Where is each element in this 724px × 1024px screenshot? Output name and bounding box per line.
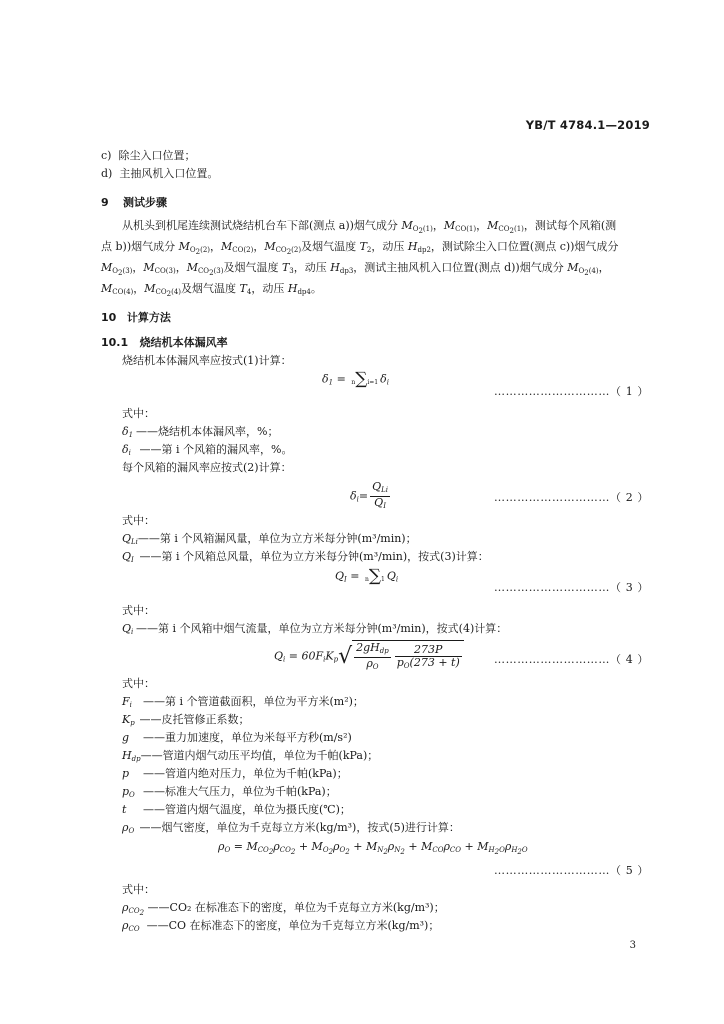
section-number: 9 xyxy=(101,196,109,209)
var-qi: $Q_I$ ——第 i 个风箱总风量，单位为立方米每分钟(m³/min)，按式(3)计算： xyxy=(122,550,489,564)
where-label: 式中： xyxy=(122,407,155,420)
section-9-line-2: 点 b))烟气成分 $M_{O_2(2)}$，$M_{CO(2)}$，$M_{CO_2(2)}$及烟气温度 $T_2$，动压 $H_{dp2}$，测试除尘入口位置(测点 c))烟气成分 xyxy=(101,240,619,256)
var-t: t ——管道内烟气温度，单位为摄氏度(℃)； xyxy=(122,803,351,816)
text-run: 及烟气温度 xyxy=(223,261,282,274)
var-desc: ——第 i 个风箱的漏风率，%。 xyxy=(139,443,293,456)
list-item-c xyxy=(101,149,195,163)
text-run: ，测试每个风箱(测 xyxy=(523,219,617,232)
var-qi2: $Q_i$ ——第 i 个风箱中烟气流量，单位为立方米每分钟(m³/min)，按式(4)计算： xyxy=(122,622,508,636)
section-number: 10.1 xyxy=(101,336,129,349)
section-9-heading xyxy=(101,196,167,210)
where-label: 式中： xyxy=(122,514,155,527)
section-title: 测试步骤 xyxy=(123,196,167,209)
equation-4: $Q_i = 60F_iK_p√$ $\frac{2gH_{dp}}{\rho_O}$ $\frac{273P}{p_O(273 + t)}$ xyxy=(274,640,464,673)
var-desc: ——第 i 个风箱中烟气流量，单位为立方米每分钟(m³/min)，按式(4)计算： xyxy=(136,622,508,635)
text-run: 点 b))烟气成分 xyxy=(101,240,179,253)
var-fi: $F_i$ ——第 i 个管道截面积，单位为平方米(m²)； xyxy=(122,695,364,709)
list-marker: d) xyxy=(101,167,113,180)
equation-number-1: …………………………（ 1 ） xyxy=(494,385,649,398)
equation-3: $Q_I = n\sum 1$ $Q_i$ xyxy=(335,566,399,586)
equation-5: $\rho_O = M_{CO_2}\rho_{CO_2} + M_{O_2}\rho_{O_2} + M_{N_2}\rho_{N_2} + M_{CO}\rho_{CO} + M_{H_2O}\rho_{H_2O}$ xyxy=(218,840,528,856)
var-desc: ——CO₂ 在标准态下的密度，单位为千克每立方米(kg/m³)； xyxy=(147,901,445,914)
var-p: p ——管道内绝对压力，单位为千帕(kPa)； xyxy=(122,767,348,780)
intro-eq2: 每个风箱的漏风率应按式(2)计算： xyxy=(122,461,292,474)
var-kp: $K_p$ ——皮托管修正系数； xyxy=(122,713,250,727)
var-g: g ——重力加速度，单位为米每平方秒(m/s²) xyxy=(122,731,352,744)
list-marker: c) xyxy=(101,149,112,162)
text-run: ，测试主抽风机入口位置(测点 d))烟气成分 xyxy=(353,261,568,274)
var-desc: ——管道内烟气温度，单位为摄氏度(℃)； xyxy=(143,803,351,816)
text-run: 及烟气温度 xyxy=(301,240,360,253)
section-10-1-heading xyxy=(101,336,228,350)
text-run: 从机头到机尾连续测试烧结机台车下部(测点 a))烟气成分 xyxy=(122,219,402,232)
page-number: 3 xyxy=(629,940,636,951)
equation-1: $\delta_1 = n\sum i=1$ $\delta_i$ xyxy=(322,369,389,389)
section-10-heading xyxy=(101,311,171,325)
section-9-line-1: 从机头到机尾连续测试烧结机台车下部(测点 a))烟气成分 $M_{O_2(1)}$，$M_{CO(1)}$，$M_{CO_2(1)}$，测试每个风箱(测 xyxy=(122,219,617,235)
var-desc: ——烧结机本体漏风率，%； xyxy=(136,425,279,438)
list-text: 除尘入口位置； xyxy=(118,149,196,162)
text-run: ，动压 xyxy=(371,240,408,253)
list-text: 主抽风机入口位置。 xyxy=(119,167,219,180)
var-desc: ——重力加速度，单位为米每平方秒(m/s²) xyxy=(143,731,352,744)
text-run: ，动压 xyxy=(251,282,288,295)
text-run: 。 xyxy=(310,282,322,295)
var-hdp: $H_{dp}——$管道内烟气动压平均值，单位为千帕(kPa)； xyxy=(122,749,379,763)
var-desc: ——烟气密度，单位为千克每立方米(kg/m³)，按式(5)进行计算： xyxy=(139,821,460,834)
section-9-line-4: $M_{CO(4)}$，$M_{CO_2(4)}$及烟气温度 $T_4$，动压 $H_{dp4}$。 xyxy=(101,282,322,298)
text-run: ，动压 xyxy=(293,261,331,274)
var-p0: $p_O$ ——标准大气压力，单位为千帕(kPa)； xyxy=(122,785,337,799)
var-desc: ——CO 在标准态下的密度，单位为千克每立方米(kg/m³)； xyxy=(146,919,440,932)
where-label: 式中： xyxy=(122,677,155,690)
text-run: ，测试除尘入口位置(测点 c))烟气成分 xyxy=(430,240,619,253)
var-delta1: $\delta_1$ ——烧结机本体漏风率，%； xyxy=(122,425,279,439)
equation-2: $\delta_i=$ $\frac{Q_{Li}}{Q_I}$ xyxy=(350,480,389,510)
equation-number-2: …………………………（ 2 ） xyxy=(494,491,649,504)
section-number: 10 xyxy=(101,311,117,324)
var-desc: ——第 i 个管道截面积，单位为平方米(m²)； xyxy=(143,695,364,708)
equation-number-5: …………………………（ 5 ） xyxy=(494,864,649,877)
list-item-d xyxy=(101,167,218,181)
var-desc: ——第 i 个风箱漏风量，单位为立方米每分钟(m³/min)； xyxy=(137,532,417,545)
var-desc: ——管道内绝对压力，单位为千帕(kPa)； xyxy=(143,767,348,780)
var-qli: $Q_{Li}——$第 i 个风箱漏风量，单位为立方米每分钟(m³/min)； xyxy=(122,532,417,546)
intro-eq1: 烧结机本体漏风率应按式(1)计算： xyxy=(122,354,292,367)
equation-number-4: …………………………（ 4 ） xyxy=(494,653,649,666)
section-9-line-3: $M_{O_2(3)}$，$M_{CO(3)}$，$M_{CO_2(3)}$及烟气温度 $T_3$，动压 $H_{dp3}$，测试主抽风机入口位置(测点 d))烟气成分 $M_{O_2(4)}$， xyxy=(101,261,610,277)
text-run: 及烟气温度 xyxy=(181,282,240,295)
section-title: 烧结机本体漏风率 xyxy=(139,336,228,349)
where-label: 式中： xyxy=(122,883,155,896)
var-desc: ——皮托管修正系数； xyxy=(139,713,250,726)
section-title: 计算方法 xyxy=(126,311,171,324)
standard-code: YB/T 4784.1—2019 xyxy=(525,118,650,132)
var-rho0: $\rho_O$ ——烟气密度，单位为千克每立方米(kg/m³)，按式(5)进行计算： xyxy=(122,821,460,835)
var-deltai: $\delta_i$ ——第 i 个风箱的漏风率，%。 xyxy=(122,443,293,457)
where-label: 式中： xyxy=(122,604,155,617)
var-rho-co2: $\rho_{CO_2}$ ——CO₂ 在标准态下的密度，单位为千克每立方米(kg/m³)； xyxy=(122,901,445,917)
equation-number-3: …………………………（ 3 ） xyxy=(494,581,649,594)
var-rho-co: $\rho_{CO}$ ——CO 在标准态下的密度，单位为千克每立方米(kg/m³)； xyxy=(122,919,440,933)
var-desc: ——管道内烟气动压平均值，单位为千帕(kPa)； xyxy=(140,749,379,762)
var-desc: ——第 i 个风箱总风量，单位为立方米每分钟(m³/min)，按式(3)计算： xyxy=(139,550,489,563)
var-desc: ——标准大气压力，单位为千帕(kPa)； xyxy=(143,785,337,798)
